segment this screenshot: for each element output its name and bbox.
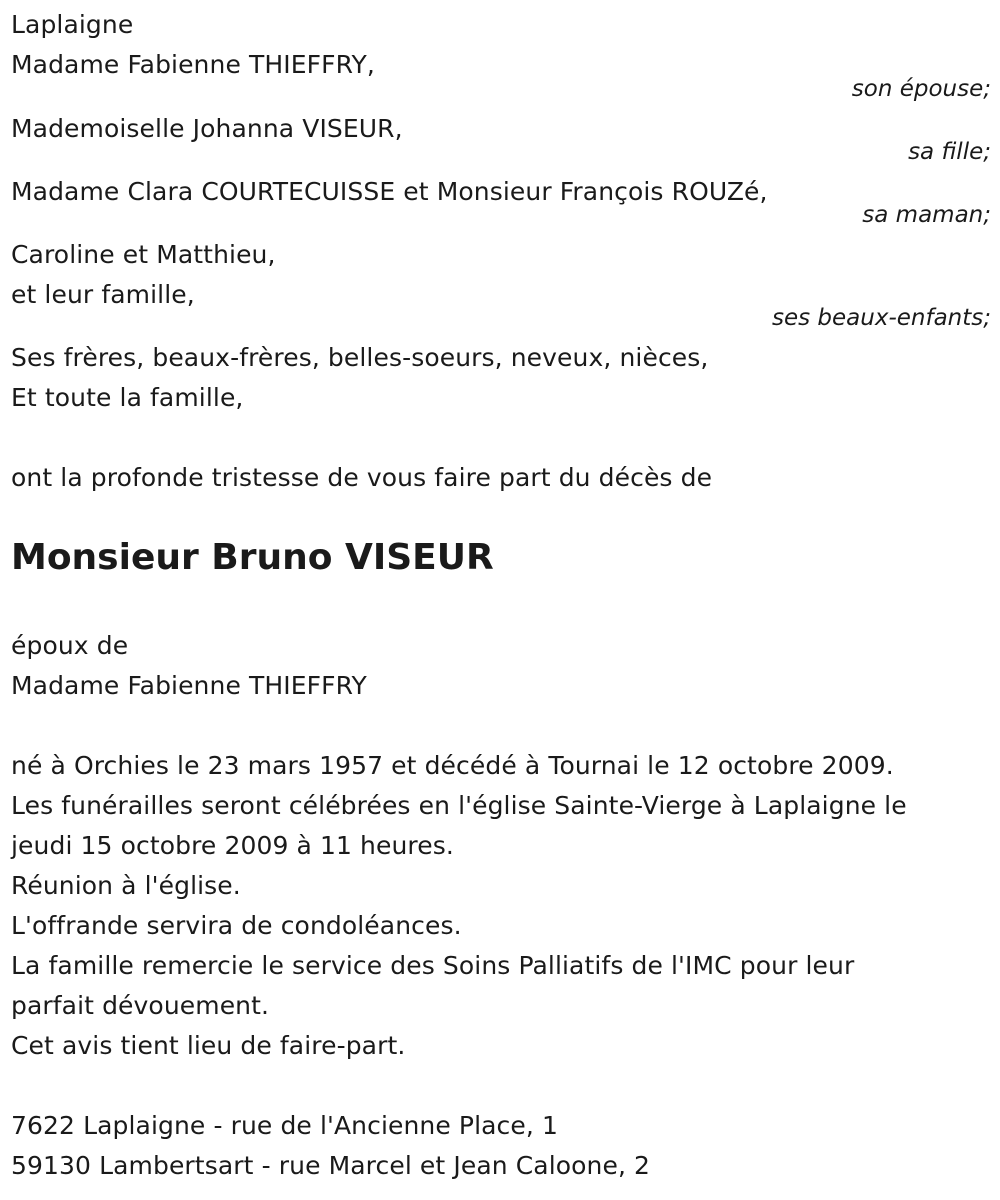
- spouse-of-label: époux de: [11, 631, 129, 660]
- stepchildren-family: et leur famille,: [11, 280, 195, 309]
- mother-name: Madame Clara COURTECUISSE et Monsieur François ROUZé,: [11, 177, 768, 206]
- detail-line: Les funérailles seront célébrées en l'église Sainte-Vierge à Laplaigne le: [11, 791, 907, 820]
- siblings-line: Ses frères, beaux-frères, belles-soeurs, neveux, nièces,: [11, 343, 709, 372]
- announcement-intro: ont la profonde tristesse de vous faire part du décès de: [11, 463, 713, 492]
- obituary-notice: [11, 0, 991, 1200]
- stepchildren-names: Caroline et Matthieu,: [11, 240, 276, 269]
- daughter-relation: sa fille;: [908, 139, 991, 165]
- detail-line: La famille remercie le service des Soins Palliatifs de l'IMC pour leur: [11, 951, 855, 980]
- spouse-relation: son épouse;: [851, 76, 991, 102]
- detail-line: L'offrande servira de condoléances.: [11, 911, 462, 940]
- address-line: 59130 Lambertsart - rue Marcel et Jean Caloone, 2: [11, 1151, 651, 1180]
- whole-family-line: Et toute la famille,: [11, 383, 244, 412]
- deceased-name: Monsieur Bruno VISEUR: [11, 537, 494, 578]
- detail-line: jeudi 15 octobre 2009 à 11 heures.: [11, 831, 454, 860]
- daughter-name: Mademoiselle Johanna VISEUR,: [11, 114, 403, 143]
- detail-line: Cet avis tient lieu de faire-part.: [11, 1031, 406, 1060]
- spouse-name: Madame Fabienne THIEFFRY,: [11, 50, 375, 79]
- mother-relation: sa maman;: [862, 202, 991, 228]
- detail-line: né à Orchies le 23 mars 1957 et décédé à Tournai le 12 octobre 2009.: [11, 751, 894, 780]
- spouse-of-name: Madame Fabienne THIEFFRY: [11, 671, 367, 700]
- place-heading: Laplaigne: [11, 10, 134, 39]
- detail-line: parfait dévouement.: [11, 991, 270, 1020]
- detail-line: Réunion à l'église.: [11, 871, 241, 900]
- stepchildren-relation: ses beaux-enfants;: [771, 305, 991, 331]
- address-line: 7622 Laplaigne - rue de l'Ancienne Place, 1: [11, 1111, 558, 1140]
